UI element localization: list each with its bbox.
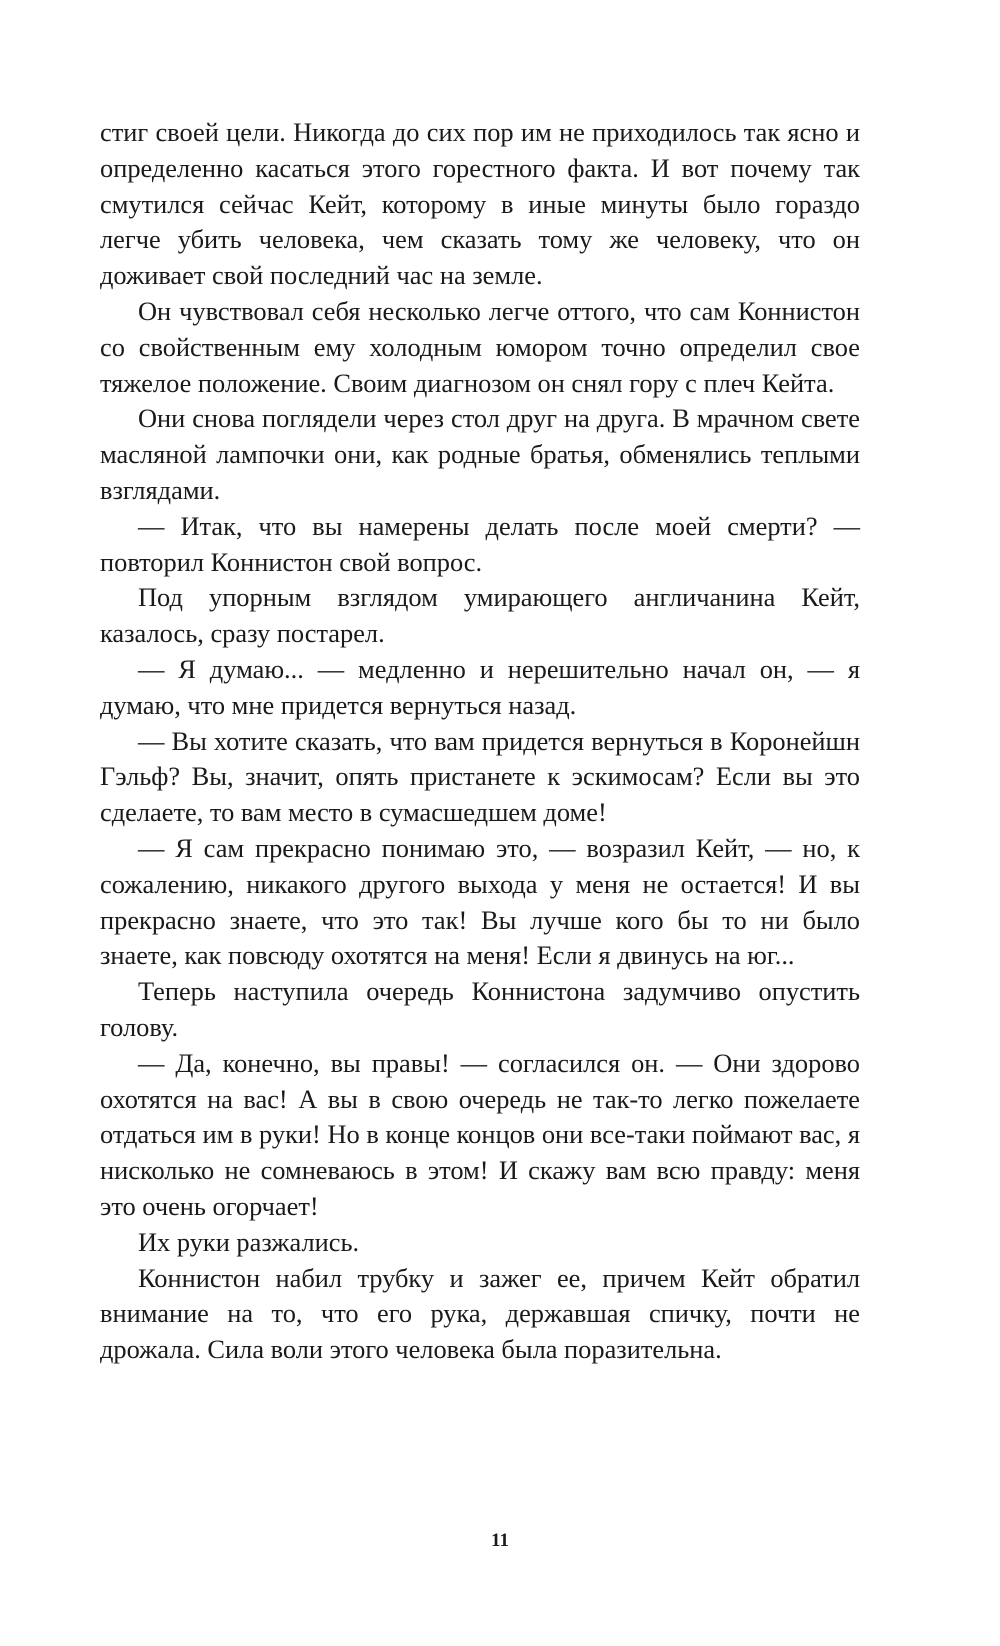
paragraph-7: — Вы хотите сказать, что вам придется вернуться в Коронейшн Гэльф? Вы, значит, опять пристанете к эскимосам? Если вы это сделаете, то вам место в сумасшедшем доме! [100,725,860,828]
paragraph-4: — Итак, что вы намерены делать после моей смерти? — повторил Коннистон свой вопрос. [100,510,860,577]
paragraph-5: Под упорным взглядом умирающего англичанина Кейт, казалось, сразу постарел. [100,582,860,649]
paragraph-10: — Да, конечно, вы правы! — согласился он. — Они здорово охотятся на вас! А вы в свою очередь не так-то легко пожелаете отдаться им в руки! Но в конце концов они все-таки поймают вас, я нисколько не сомневаюсь в этом! И скажу вам всю правду: меня это очень огорчает! [100,1047,860,1221]
page-body [100,115,860,1368]
paragraph-1: стиг своей цели. Никогда до сих пор им не приходилось так ясно и определенно касаться этого горестного факта. И вот почему так смутился сейчас Кейт, которому в иные минуты было гораздо легче убить человека, чем сказать тому же человеку, что он доживает свой последний час на земле. [100,117,860,291]
paragraph-8: — Я сам прекрасно понимаю это, — возразил Кейт, — но, к сожалению, никакого другого выхода у меня не остается! И вы прекрасно знаете, что это так! Вы лучше кого бы то ни было знаете, как повсюду охотятся на меня! Если я двинусь на юг... [100,832,860,971]
paragraph-6: — Я думаю... — медленно и нерешительно начал он, — я думаю, что мне придется вернуться назад. [100,653,860,720]
paragraph-9: Теперь наступила очередь Коннистона задумчиво опустить голову. [100,976,860,1042]
paragraph-11: Их руки разжались. [138,1226,360,1257]
paragraph-12: Коннистон набил трубку и зажег ее, причем Кейт обратил внимание на то, что его рука, державшая спичку, почти не дрожала. Сила воли этого человека была поразительна. [100,1262,860,1365]
paragraph-2: Он чувствовал себя несколько легче оттого, что сам Коннистон со свойственным ему холодным юмором точно определил свое тяжелое положение. Своим диагнозом он снял гору с плеч Кейта. [100,295,860,398]
page-number: 11 [491,1530,509,1551]
paragraph-3: Они снова поглядели через стол друг на друга. В мрачном свете масляной лампочки они, как родные братья, обменялись теплыми взглядами. [100,403,860,505]
